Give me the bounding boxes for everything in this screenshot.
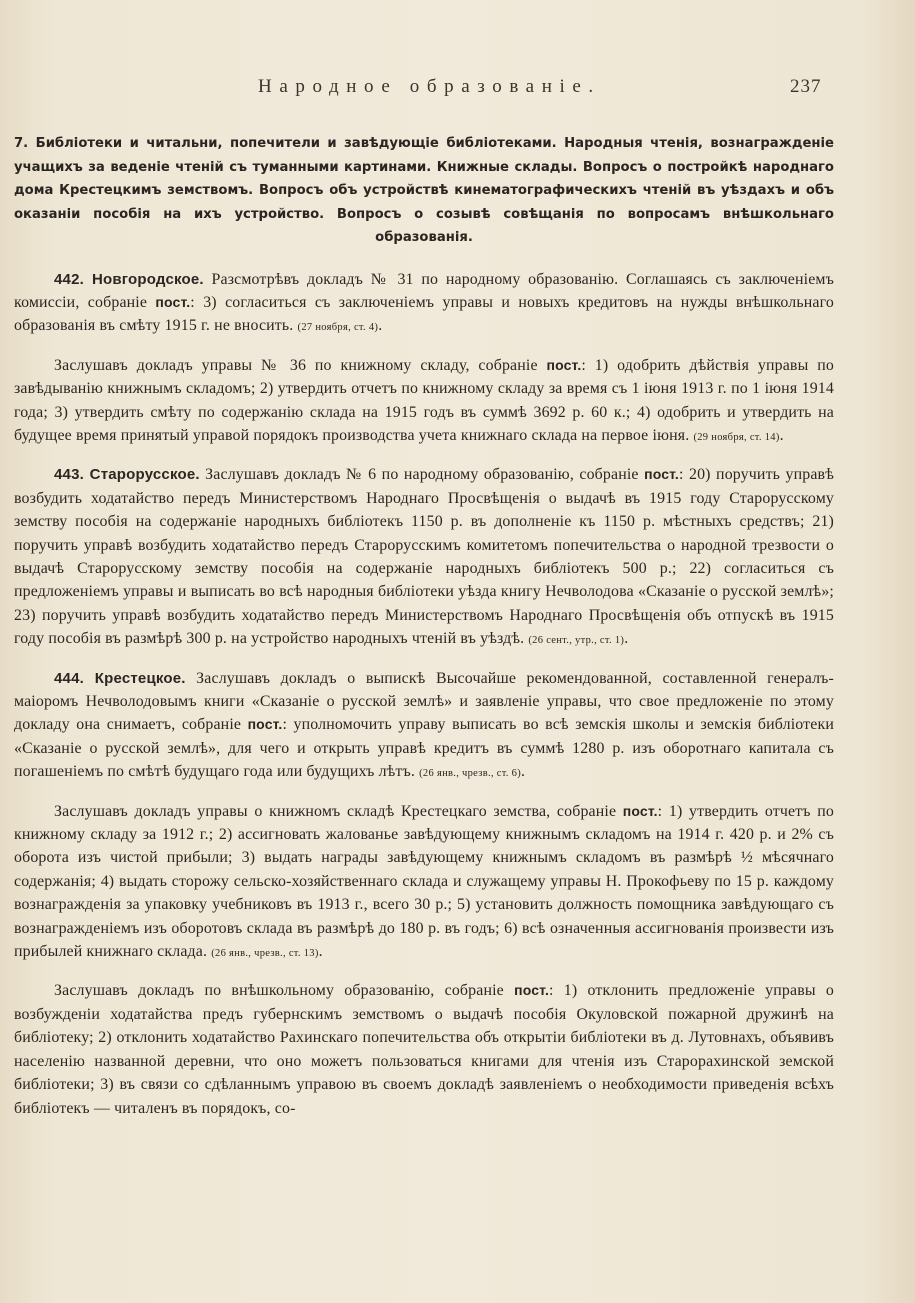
paragraph-end: . <box>521 763 526 781</box>
paragraph-end: . <box>318 943 323 961</box>
paragraph-krestetskoe <box>14 667 834 786</box>
session-reference: (26 сент., утр., ст. 1) <box>528 635 625 647</box>
session-reference: (29 ноября, ст. 14) <box>693 431 780 443</box>
resolution-abbrev: пост. <box>546 356 582 373</box>
paragraph-end: . <box>624 630 629 648</box>
paragraph-end: . <box>779 426 784 444</box>
page-number: 237 <box>790 76 822 97</box>
session-reference: (26 янв., чрезв., ст. 6) <box>419 768 521 780</box>
paragraph-starorusskoe <box>14 463 834 652</box>
page-content <box>14 132 834 1134</box>
paragraph-text: : 20) поручить управѣ возбудить ходатайство передъ Министерствомъ Народнаго Просвѣщенія о выдачѣ въ 1915 году Старорусскому земству пособія на содержаніе народныхъ библіотекъ 1150 р. въ дополненіе къ 1150 р. мѣстныхъ средствъ; 21) поручить управѣ возбудить ходатайство передъ Старорусскимъ комитетомъ попечительства о народной трезвости о выдачѣ Старорусскому земству пособія на содержаніе народныхъ библіотекъ 500 р.; 22) согласиться съ предложеніемъ управы и выписать во всѣ народныя библіотеки уѣзда книгу Нечволодова «Сказаніе о русской землѣ»; 23) поручить управѣ возбудить ходатайство передъ Министерствомъ Народнаго Просвѣщенія объ отпускѣ въ 1915 году пособія въ размѣрѣ 300 р. на устройство народныхъ чтеній въ уѣздѣ. <box>14 466 834 648</box>
resolution-abbrev: пост. <box>514 982 549 999</box>
section-title: 7. Библіотеки и читальни, попечители и завѣдующіе библіотеками. Народныя чтенія, вознагражденіе учащихъ за веденіе чтеній съ туманными картинами. Книжные склады. Вопросъ о постройкѣ народнаго дома Крестецкимъ земствомъ. Вопросъ объ устройствѣ кинематографическихъ чтеній въ уѣздахъ и объ оказаніи пособія на ихъ устройство. Вопросъ о созывѣ совѣщанія по вопросамъ внѣшкольнаго образованія. <box>14 136 834 245</box>
running-title: Народное образованіе. <box>258 76 601 97</box>
paragraph-text: : 1) одобрить дѣйствія управы по завѣдыванію книжнымъ складомъ; 2) утвердить отчетъ по книжному складу за время съ 1 іюня 1913 г. по 1 іюня 1914 года; 3) утвердить смѣту по содержанію склада на 1915 годъ въ суммѣ 3692 р. 60 к.; 4) одобрить и утвердить на будущее время принятый управой порядокъ производства учета книжнаго склада на первое іюня. <box>14 356 834 444</box>
paragraph-extracurricular <box>14 979 834 1119</box>
session-reference: (27 ноября, ст. 4) <box>297 322 379 334</box>
paragraph-krestetsky-warehouse <box>14 800 834 966</box>
entry-heading: 442. Новгородское. <box>54 270 204 288</box>
resolution-abbrev: пост. <box>622 802 658 819</box>
paragraph-text: Разсмотрѣвъ докладъ № 31 по народному образованію. Соглашаясь съ заключеніемъ комиссіи, собраніе <box>14 270 834 311</box>
running-head <box>0 76 915 102</box>
paragraph-text: : 1) отклонить предложеніе управы о возбужденіи ходатайства предъ губернскимъ земствомъ о выдачѣ пособія Окуловской пожарной дружинѣ на библіотеку; 2) отклонить ходатайство Рахинскаго попечительства объ открытіи библіотеки въ д. Лутовнахъ, объявивъ населенію названной деревни, что оно можетъ пользоваться книгами для чтенія изъ Старорахинской земской библіотеки; 3) въ связи со сдѣланнымъ управою въ своемъ докладѣ заявленіемъ о необходимости приведенія всѣхъ библіотекъ — читаленъ въ порядокъ, со- <box>14 982 834 1117</box>
entry-heading: 443. Старорусское. <box>54 466 200 484</box>
paragraph-text: Заслушавъ докладъ № 6 по народному образованію, собраніе <box>199 466 645 484</box>
paragraph-book-warehouse <box>14 354 834 450</box>
paragraph-text: Заслушавъ докладъ управы о книжномъ складѣ Крестецкаго земства, собраніе <box>54 802 623 820</box>
paragraph-text: Заслушавъ докладъ о выпискѣ Высочайше рекомендованной, составленной генералъ-маіоромъ Нечволодовымъ книги «Сказаніе о русской землѣ» и заявленіе управы, что свое предложеніе по этому докладу она снимаетъ, собраніе <box>14 669 834 734</box>
paragraph-text: : уполномочить управу выписать во всѣ земскія школы и земскія библіотеки «Сказаніе о русской землѣ», для чего и открыть управѣ кредитъ въ суммѣ 1280 р. изъ оборотнаго капитала съ погашеніемъ по смѣтѣ будущаго года или будущихъ лѣтъ. <box>14 716 834 781</box>
paragraph-text: : 3) согласиться съ заключеніемъ управы и новыхъ кредитовъ на нужды внѣшкольнаго образованія въ смѣту 1915 г. не вносить. <box>14 293 834 335</box>
paragraph-novgorod <box>14 268 834 340</box>
resolution-abbrev: пост. <box>644 466 679 483</box>
resolution-abbrev: пост. <box>155 293 191 310</box>
entry-heading: 444. Крестецкое. <box>54 669 186 687</box>
session-reference: (26 янв., чрезв., ст. 13) <box>211 948 319 960</box>
paragraph-end: . <box>378 317 383 335</box>
paragraph-text: : 1) утвердить отчетъ по книжному складу за 1912 г.; 2) ассигновать жалованье завѣдующему книжнымъ складомъ на 1914 г. 420 р. и 2% съ оборота изъ чистой прибыли; 3) выдать награды завѣдующему книжнымъ складомъ въ размѣрѣ ½ мѣсячнаго содержанія; 4) выдать сторожу сельско-хозяйственнаго склада и служащему управы Н. Прокофьеву по 15 р. каждому вознагражденія за упаковку учебниковъ въ 1913 г., всего 30 р.; 5) установить должность помощника завѣдующаго съ вознагражденіемъ изъ оборотовъ склада въ размѣрѣ до 180 р. въ годъ; 6) всѣ означенныя ассигнованія произвести изъ прибылей книжнаго склада. <box>14 802 834 961</box>
paragraph-text: Заслушавъ докладъ по внѣшкольному образованію, собраніе <box>54 982 515 1000</box>
resolution-abbrev: пост. <box>247 716 283 733</box>
paragraph-text: Заслушавъ докладъ управы № 36 по книжному складу, собраніе <box>54 356 547 374</box>
